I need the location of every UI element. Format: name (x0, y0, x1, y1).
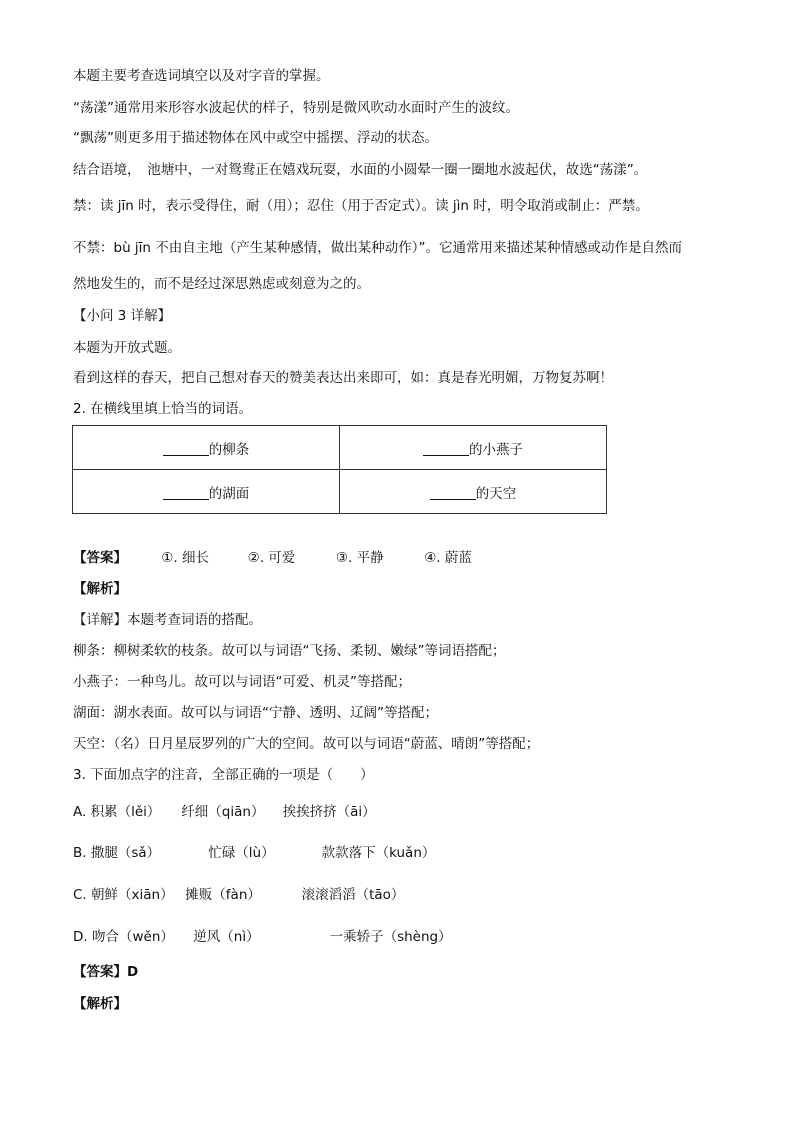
text-line: 看到这样的春天，把自己想对春天的赞美表达出来即可，如：真是春光明媚，万物复苏啊！ (73, 370, 613, 386)
detail-heading: 【详解】本题考查词语的搭配。 (73, 612, 262, 628)
text-line: 结合语境， 池塘中，一对鸳鸯正在嬉戏玩耍，水面的小圆晕一圈一圈地水波起伏，故选“荡漾”。 (73, 162, 648, 178)
option-a: A. 积累（lěi） 纤细（qiān） 挨挨挤挤（āi） (73, 804, 376, 820)
text-line: “荡漾”通常用来形容水波起伏的样子，特别是微风吹动水面时产生的波纹。 (73, 100, 519, 116)
answer-item: ②. 可爱 (247, 550, 296, 566)
answer-item: ④. 蔚蓝 (424, 550, 472, 566)
blank-line (163, 441, 209, 456)
table-cell: 的天空 (340, 470, 607, 514)
analysis-label: 【解析】 (73, 581, 127, 597)
text-line: 本题为开放式题。 (73, 340, 181, 356)
answer-row (73, 548, 472, 568)
fill-in-table (72, 425, 607, 514)
text-line: 不禁：bù jīn 不由自主地（产生某种感情，做出某种动作）”。它通常用来描述某种情感或动作是自然而 (73, 240, 683, 256)
question-stem: 2. 在横线里填上恰当的词语。 (73, 401, 253, 417)
text-line: 柳条：柳树柔软的枝条。故可以与词语“飞扬、柔韧、嫩绿”等词语搭配； (73, 643, 506, 659)
answer-item: ①. 细长 (161, 550, 209, 566)
text-line: 本题主要考查选词填空以及对字音的掌握。 (73, 68, 330, 84)
option-b: B. 撒腿（sǎ） 忙碌（lù） 款款落下（kuǎn） (73, 845, 436, 861)
text-line: “飘荡”则更多用于描述物体在风中或空中摇摆、浮动的状态。 (73, 130, 438, 146)
option-c: C. 朝鲜（xiān） 摊贩（fàn） 滚滚滔滔（tāo） (73, 887, 405, 903)
text-line: 然地发生的，而不是经过深思熟虑或刻意为之的。 (73, 276, 370, 292)
table-cell: 的柳条 (73, 426, 340, 470)
blank-line (430, 485, 476, 500)
blank-line (163, 485, 209, 500)
answer-label: 【答案】D (73, 964, 139, 980)
table-cell: 的湖面 (73, 470, 340, 514)
analysis-label: 【解析】 (73, 996, 127, 1012)
text-line: 小燕子：一种鸟儿。故可以与词语“可爱、机灵”等搭配； (73, 674, 411, 690)
option-d: D. 吻合（wěn） 逆风（nì） 一乘轿子（shèng） (73, 929, 452, 945)
section-heading: 【小问 3 详解】 (73, 308, 172, 324)
text-line: 禁：读 jīn 时，表示受得住，耐（用）；忍住（用于否定式）。读 jìn 时，明令取消或制止：严禁。 (73, 198, 649, 214)
table-cell: 的小燕子 (340, 426, 607, 470)
answer-item: ③. 平静 (335, 550, 384, 566)
text-line: 天空：（名）日月星辰罗列的广大的空间。故可以与词语“蔚蓝、晴朗”等搭配； (73, 736, 540, 752)
blank-line (423, 441, 469, 456)
question-stem: 3. 下面加点字的注音，全部正确的一项是（ ） (73, 767, 374, 783)
answer-label: 【答案】 (73, 550, 127, 566)
text-line: 湖面：湖水表面。故可以与词语“宁静、透明、辽阔”等搭配； (73, 705, 438, 721)
